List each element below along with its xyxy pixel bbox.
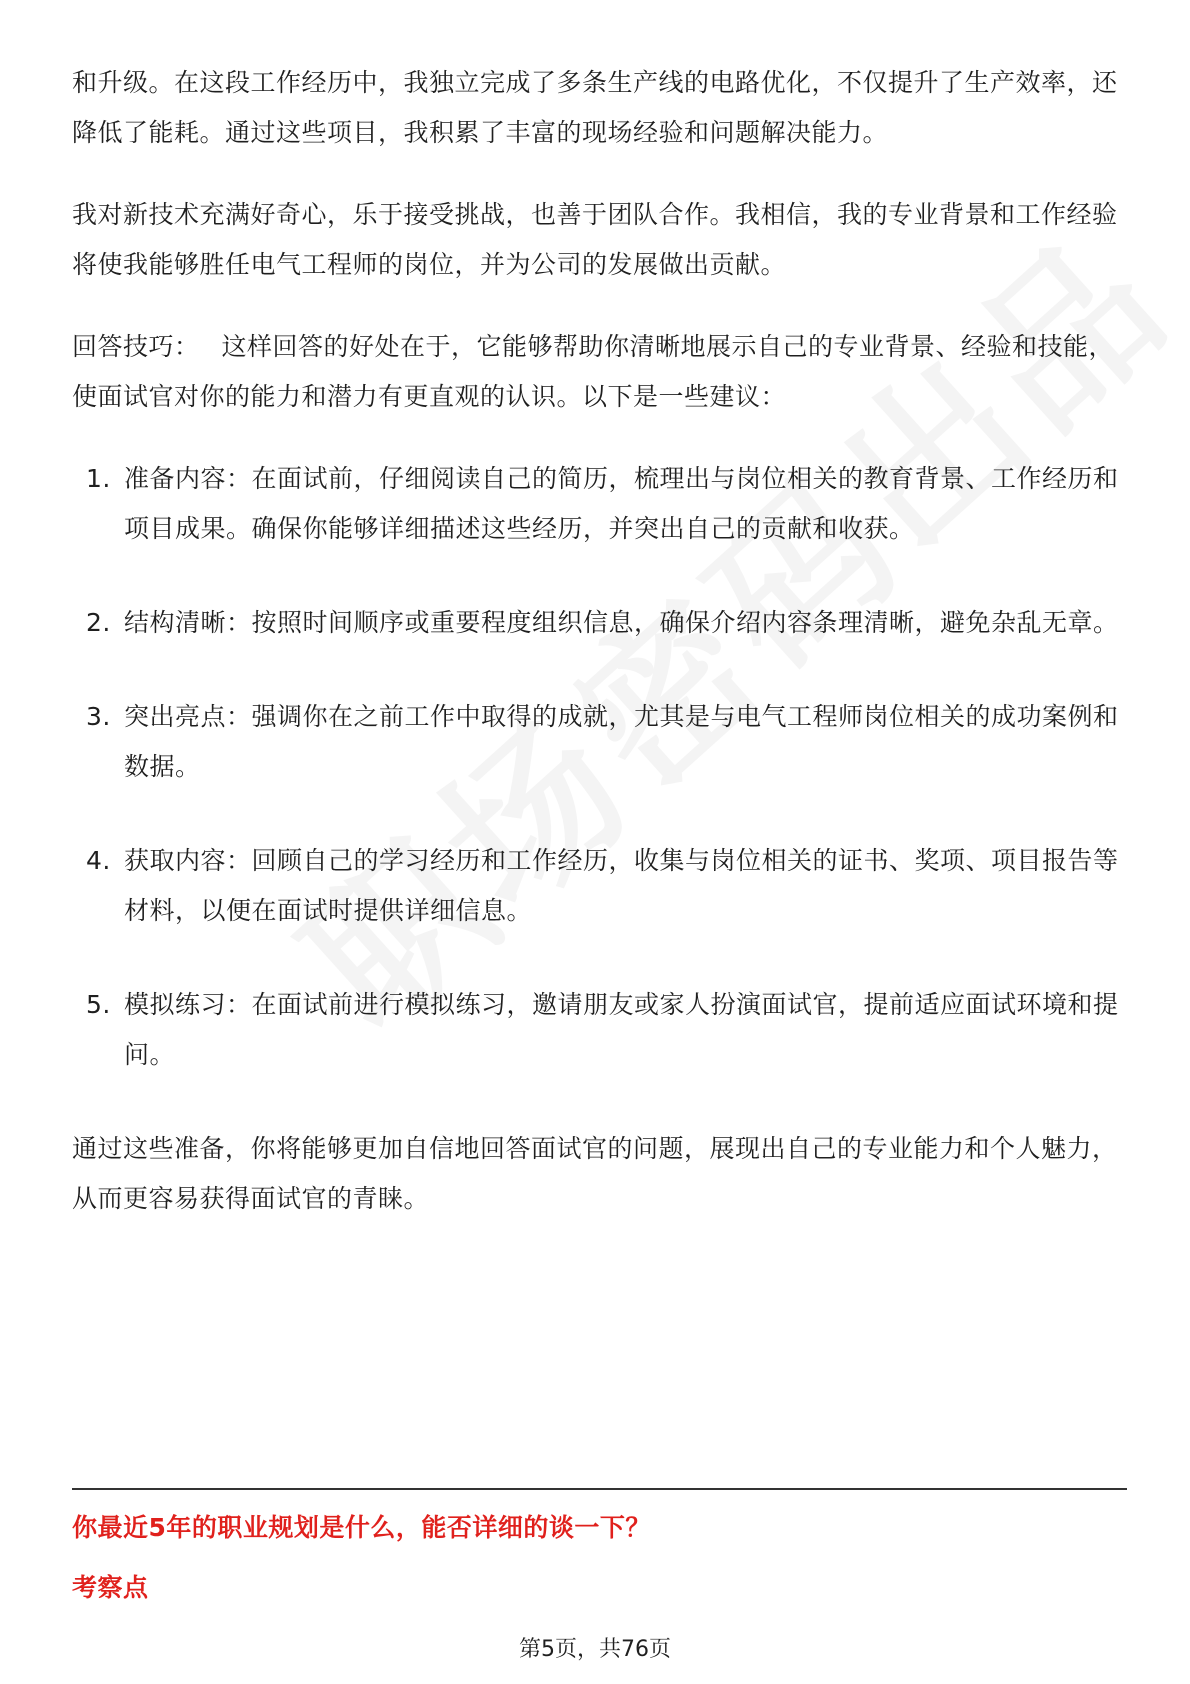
page-number-footer: 第5页，共76页 (519, 1637, 671, 1662)
list-item-number: 3. (86, 702, 111, 731)
list-item-number: 5. (86, 990, 111, 1019)
document-body (72, 58, 1127, 1256)
section-divider (72, 1488, 1127, 1490)
list-item-text: 结构清晰：按照时间顺序或重要程度组织信息，确保介绍内容条理清晰，避免杂乱无章。 (124, 608, 1119, 637)
assessment-points-label: 考察点 (72, 1573, 149, 1602)
list-item (72, 980, 1127, 1080)
paragraph-work-experience: 和升级。在这段工作经历中，我独立完成了多条生产线的电路优化，不仅提升了生产效率，还降低了能耗。通过这些项目，我积累了丰富的现场经验和问题解决能力。 (72, 68, 1118, 147)
list-item (72, 598, 1127, 648)
list-item-text: 突出亮点：强调你在之前工作中取得的成就，尤其是与电气工程师岗位相关的成功案例和数据。 (124, 702, 1119, 781)
answer-tips-paragraph (72, 322, 1127, 422)
list-item-number: 4. (86, 846, 111, 875)
list-item-text: 准备内容：在面试前，仔细阅读自己的简历，梳理出与岗位相关的教育背景、工作经历和项目成果。确保你能够详细描述这些经历，并突出自己的贡献和收获。 (124, 464, 1119, 543)
list-item (72, 836, 1127, 936)
conclusion-paragraph: 通过这些准备，你将能够更加自信地回答面试官的问题，展现出自己的专业能力和个人魅力，从而更容易获得面试官的青睐。 (72, 1134, 1118, 1213)
next-question-heading: 你最近5年的职业规划是什么，能否详细的谈一下？ (72, 1513, 651, 1542)
list-item-number: 2. (86, 608, 111, 637)
tips-list (72, 454, 1127, 1080)
list-item (72, 692, 1127, 792)
list-item-number: 1. (86, 464, 111, 493)
answer-tips-label: 回答技巧： (72, 332, 200, 361)
answer-tips-intro: 这样回答的好处在于，它能够帮助你清晰地展示自己的专业背景、经验和技能，使面试官对你的能力和潜力有更直观的认识。以下是一些建议： (72, 332, 1115, 411)
list-item-text: 获取内容：回顾自己的学习经历和工作经历，收集与岗位相关的证书、奖项、项目报告等材料，以便在面试时提供详细信息。 (124, 846, 1119, 925)
list-item-text: 模拟练习：在面试前进行模拟练习，邀请朋友或家人扮演面试官，提前适应面试环境和提问。 (124, 990, 1119, 1069)
paragraph-personal-traits: 我对新技术充满好奇心，乐于接受挑战，也善于团队合作。我相信，我的专业背景和工作经验将使我能够胜任电气工程师的岗位，并为公司的发展做出贡献。 (72, 200, 1118, 279)
list-item (72, 454, 1127, 554)
